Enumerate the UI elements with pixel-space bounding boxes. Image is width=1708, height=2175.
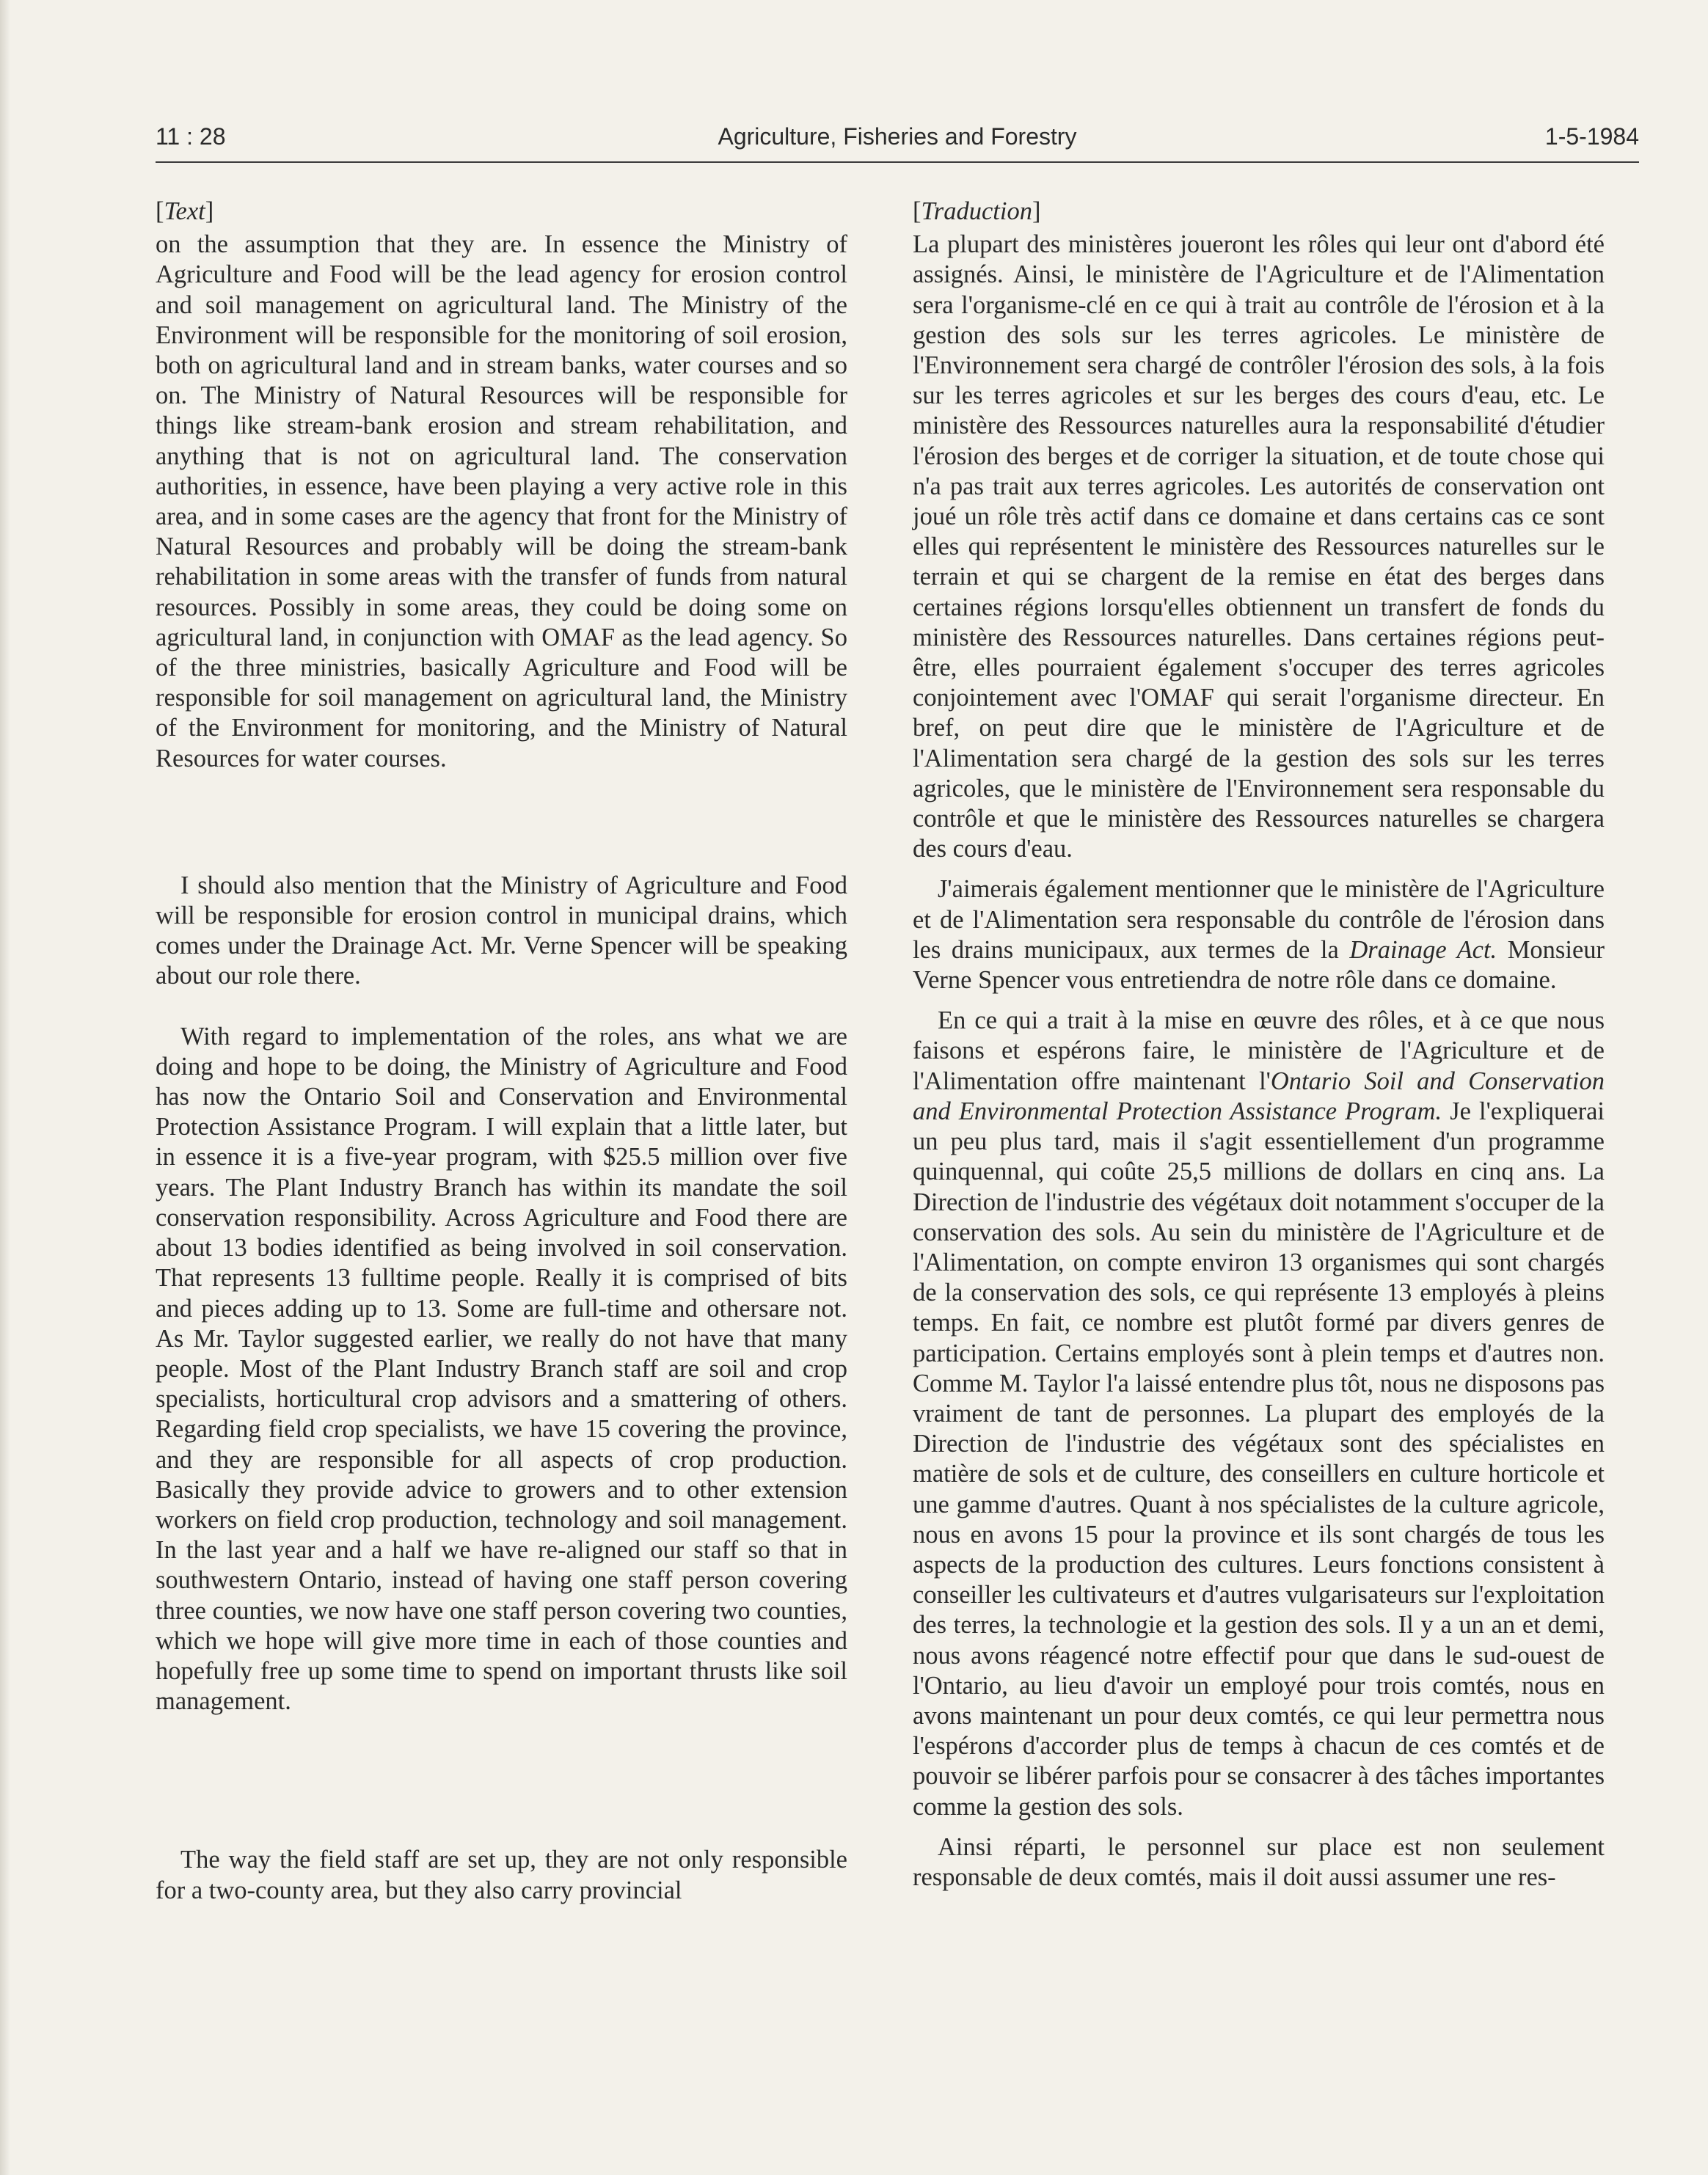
- french-column: [913, 197, 1605, 1893]
- sitting-date: 1-5-1984: [1544, 123, 1639, 150]
- english-paragraph-3: With regard to implementation of the roles, ans what we are doing and hope to be doing, the Ministry of Agriculture and Food has now the Ontario Soil and Conservation and Environmental Protection Assistance Program. I will explain that a little later, but in essence it is a five-year program, with $25.5 million over five years. The Plant Industry Branch has within its mandate the soil conservation responsibility. Across Agriculture and Food there are about 13 bodies identified as being involved in soil conservation. That represents 13 fulltime people. Really it is comprised of bits and pieces adding up to 13. Some are full-time and othersare not. As Mr. Taylor suggested earlier, we really do not have that many people. Most of the Plant Industry Branch staff are soil and crop specialists, horticultural crop advisors and a smattering of others. Regarding field crop specialists, we have 15 covering the province, and they are responsible for all aspects of crop production. Basically they provide advice to growers and to other extension workers on field crop production, technology and soil management. In the last year and a half we have re-aligned our staff so that in southwestern Ontario, instead of having one staff person covering three counties, we now have one staff person covering two counties, which we hope will give more time in each of those counties and hopefully free up some time to spend on important thrusts like soil management.: [156, 1022, 847, 1716]
- french-paragraph-3: En ce qui a trait à la mise en œuvre des rôles, et à ce que nous faisons et espérons faire, le ministère de l'Agriculture et de l'Alimentation offre maintenant l'Ontario Soil and Conservation and Environmental Protection Assistance Program. Je l'expliquerai un peu plus tard, mais il s'agit essentiellement d'un programme quinquennal, qui coûte 25,5 millions de dollars en cinq ans. La Direction de l'industrie des végétaux doit notamment s'occuper de la conservation des sols. Au sein du ministère de l'Agriculture et de l'Alimentation, on compte environ 13 organismes qui sont chargés de la conservation des sols, ce qui représente 13 employés à pleins temps. En fait, ce nombre est plutôt formé par divers genres de participation. Certains employés sont à plein temps et d'autres non. Comme M. Taylor l'a laissé entendre plus tôt, nous ne disposons pas vraiment de tant de personnes. La plupart des employés de la Direction de l'industrie des végétaux sont des spécialistes en matière de sols et de culture, des conseillers en culture horticole et une gamme d'autres. Quant à nos spécialistes de la culture agricole, nous en avons 15 pour la province et ils sont chargés de tous les aspects de la production des cultures. Leurs fonctions consistent à conseiller les cultivateurs et d'autres vulgarisateurs sur l'exploitation des terres, la technologie et la gestion des sols. Il y a un an et demi, nous avons réagencé notre effectif pour que dans le sud-ouest de l'Ontario, au lieu d'avoir un employé pour trois comtés, nous en avons maintenant un pour deux comtés, ce qui leur permettra nous l'espérons d'accorder plus de temps à chacun de ces comtés et de pouvoir se libérer parfois pour se consacrer à des tâches importantes comme la gestion des sols.: [913, 1006, 1605, 1821]
- page-edge-shadow: [0, 0, 10, 2175]
- english-column: [156, 197, 847, 1906]
- french-paragraph-1: La plupart des ministères joueront les rôles qui leur ont d'abord été assignés. Ainsi, le ministère de l'Agriculture et de l'Alimentation sera l'organisme-clé en ce qui à trait au contrôle de l'érosion et à la gestion des sols sur les terres agricoles. Le ministère de l'Environnement sera chargé de contrôler l'érosion des sols, à la fois sur les terres agricoles et sur les berges des cours d'eau, etc. Le ministère des Ressources naturelles aura la responsabilité d'étudier l'érosion des berges et de corriger la situation, et de toute chose qui n'a pas trait aux terres agricoles. Les autorités de conservation ont joué un rôle très actif dans ce domaine et dans certains cas ce sont elles qui représentent le ministère des Ressources naturelles sur le terrain et qui se chargent de la remise en état des berges dans certaines régions lorsqu'elles obtiennent un transfert de fonds du ministère des Ressources naturelles. Dans certaines régions peut-être, elles pourraient également s'occuper des terres agricoles conjointement avec l'OMAF qui serait l'organisme directeur. En bref, on peut dire que le ministère de l'Agriculture et de l'Alimentation sera chargé de la gestion des sols sur les terres agricoles, que le ministère de l'Environnement sera responsable du contrôle et que le ministère des Ressources naturelles se chargera des cours d'eau.: [913, 230, 1605, 863]
- running-title: Agriculture, Fisheries and Forestry: [718, 123, 1077, 150]
- text-label: [Text]: [156, 197, 214, 225]
- french-paragraph-2: J'aimerais également mentionner que le ministère de l'Agriculture et de l'Alimentation sera responsable du contrôle de l'érosion dans les drains municipaux, aux termes de la Drainage Act. Monsieur Verne Spencer vous entretiendra de notre rôle dans ce domaine.: [913, 875, 1605, 995]
- header-rule: [156, 161, 1639, 163]
- french-paragraph-4: Ainsi réparti, le personnel sur place est non seulement responsable de deux comtés, mais il doit aussi assumer une res-: [913, 1832, 1605, 1891]
- english-paragraph-2: I should also mention that the Ministry of Agriculture and Food will be responsible for erosion control in municipal drains, which comes under the Drainage Act. Mr. Verne Spencer will be speaking about our role there.: [156, 871, 847, 990]
- program-title: Ontario Soil and Conservation and Environmental Protection Assistance Program.: [913, 1067, 1605, 1125]
- english-paragraph-1: on the assumption that they are. In essence the Ministry of Agriculture and Food will be the lead agency for erosion control and soil management on agricultural land. The Ministry of the Environment will be responsible for the monitoring of soil erosion, both on agricultural land and in stream banks, water courses and so on. The Ministry of Natural Resources will be responsible for things like stream-bank erosion and stream rehabilitation, and anything that is not on agricultural land. The conservation authorities, in essence, have been playing a very active role in this area, and in some cases are the agency that front for the Ministry of Natural Resources and probably will be doing the stream-bank rehabilitation in some areas with the transfer of funds from natural resources. Possibly in some areas, they could be doing some on agricultural land, in conjunction with OMAF as the lead agency. So of the three ministries, basically Agriculture and Food will be responsible for soil management on agricultural land, the Ministry of the Environment for monitoring, and the Ministry of Natural Resources for water courses.: [156, 230, 847, 772]
- drainage-act-title: Drainage Act.: [1349, 935, 1497, 964]
- page-header: [156, 123, 1639, 161]
- english-paragraph-4: The way the field staff are set up, they are not only responsible for a two-county area, but they also carry provincial: [156, 1846, 847, 1904]
- page-number: 11 : 28: [156, 123, 226, 150]
- traduction-label: [Traduction]: [913, 197, 1041, 225]
